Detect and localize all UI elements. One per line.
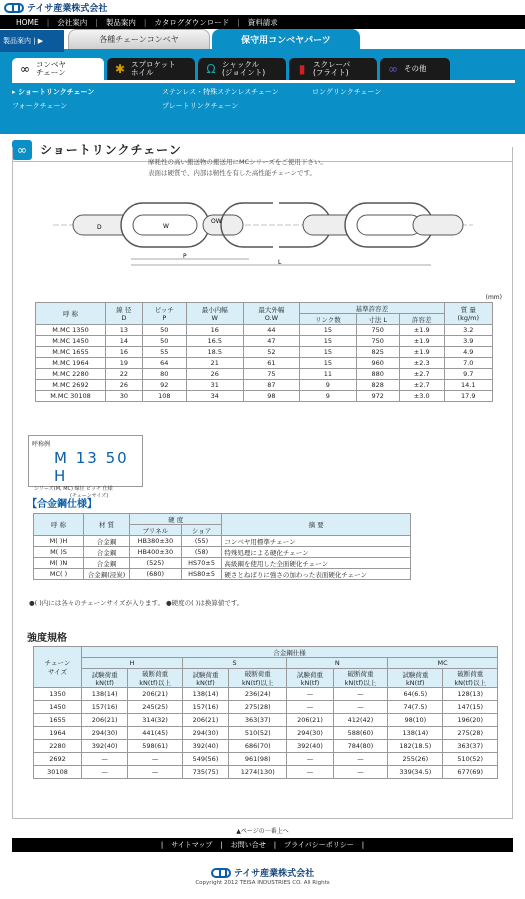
- chain-icon: ∞: [12, 140, 32, 160]
- strength-title: 強度規格: [27, 633, 67, 644]
- category-navigation: [0, 52, 525, 134]
- example-code: M 13 50 H: [54, 449, 129, 485]
- footer-links: | サイトマップ | お問い合せ | プライバシーポリシー |: [12, 838, 513, 852]
- sublink-fork[interactable]: フォークチェーン: [12, 102, 68, 110]
- chain-icon: ∞: [20, 62, 30, 76]
- strength-table: チェーン サイズ 合金鋼仕様 H S N MC 試験荷重 kN(tf) 破断荷重 kN(tf)以上 試験荷重 kN(tf) 破断荷重 kN(tf)以上 試験荷重 kN(tf) 破断荷重 kN(tf)以上 試験荷重 kN(tf) 破断荷重 kN(tf)以上 1350 138(14) 206(21) 138(14) 236(24) — — 64(6.5) 128(13) 1450 157(16) 245(25) 157(16) 275(28) — — 74(7.5) 147(15) 1655 206(21) 314(32) 206(21) 363(37) 206(21) 412(42) 98(10) 196(20) 1964 294(30) 441(45) 294(30) 510(52) 294(30) 588(60) 138(14) 275(28) 2280 392(40) 598(61) 392(40) 686(70) 392(40) 784(80) 182(18.5) 363(37) 2692 — — 549(56) 961(98) — — 255(26) 510(52) 30108 — — 735(75) 1274(130) — — 339(34.5) 677(69): [33, 646, 498, 779]
- page-title: ショートリンクチェーン: [40, 143, 182, 157]
- cat-shackle[interactable]: Ω シャックル (ジョイント): [198, 58, 286, 80]
- alloy-title: 【合金鋼仕様】: [27, 499, 97, 510]
- table-row: 1350 138(14) 206(21) 138(14) 236(24) — — 64(6.5) 128(13): [34, 688, 498, 701]
- cat-conveyor-chain[interactable]: ∞ コンベヤ チェーン: [12, 58, 104, 80]
- brand-mark-icon: [4, 3, 24, 13]
- table-row: M.MC 2280 22 80 26 75 11 880 ±2.7 9.7: [36, 369, 493, 380]
- sublink-long-link[interactable]: ロングリンクチェーン: [312, 88, 382, 96]
- nav-products[interactable]: 製品案内: [105, 17, 136, 27]
- table-row: 2692 — — 549(56) 961(98) — — 255(26) 510(52): [34, 753, 498, 766]
- table-row: M.MC 1655 16 55 18.5 52 15 825 ±1.9 4.9: [36, 347, 493, 358]
- diagram-label-ow: OW: [211, 218, 222, 225]
- table-row: 1655 206(21) 314(32) 206(21) 363(37) 206(21) 412(42) 98(10) 196(20): [34, 714, 498, 727]
- table-row: M.MC 30108 30 108 34 98 9 972 ±3.0 17.9: [36, 391, 493, 402]
- table-row: 1450 157(16) 245(25) 157(16) 275(28) — — 74(7.5) 147(15): [34, 701, 498, 714]
- sublink-short-link[interactable]: ▸ ショートリンクチェーン: [12, 88, 95, 96]
- table-row: M( )S 合金鋼 HB400±30 (58) 特殊処理による硬化チェーン: [34, 547, 411, 558]
- tab-chain-conveyors[interactable]: 各種チェーンコンベヤ: [68, 29, 210, 49]
- diagram-label-d: D: [97, 224, 102, 231]
- sublink-stainless[interactable]: ステンレス・特殊ステンレスチェーン: [162, 88, 279, 96]
- nav-home[interactable]: HOME: [16, 17, 39, 27]
- table-row: M.MC 1350 13 50 16 44 15 750 ±1.9 3.2: [36, 325, 493, 336]
- chain-icon: ∞: [388, 62, 398, 76]
- table-row: M( )N 合金鋼 (525) HS70±5 高級鋼を使用した全面硬化チェーン: [34, 558, 411, 569]
- unit-label: (mm): [485, 294, 502, 301]
- nav-request[interactable]: 資料請求: [247, 17, 278, 27]
- top-navigation: HOME | 会社案内 | 製品案内 | カタログダウンロード | 資料請求: [0, 15, 525, 29]
- cat-scraper[interactable]: ▮ スクレーパ (フライト): [289, 58, 377, 80]
- footer-sitemap[interactable]: サイトマップ: [171, 841, 213, 849]
- diagram-label-w: W: [163, 223, 169, 230]
- nav-company[interactable]: 会社案内: [57, 17, 88, 27]
- alloy-table: 呼 称 材 質 硬 度 摘 要 ブリネル ショア M( )H 合金鋼 HB380±30 (55) コンベヤ用標準チェーン M( )S 合金鋼 HB400±30 (58) 特殊処理による硬化チェーン M( )N 合金鋼 (525) HS70±5 高級鋼を使用した全面硬化チェーン MC( ) 合金鋼(浸炭) (680) HS80±5 硬さとねばりに強さの加わった表面硬化チェーン: [33, 513, 411, 580]
- nav-catalog[interactable]: カタログダウンロード: [154, 17, 230, 27]
- brand-mark-icon: [211, 868, 231, 878]
- back-to-top-link[interactable]: ▲ページの一番上へ: [236, 828, 289, 835]
- header-logo[interactable]: [0, 0, 525, 15]
- table-row: M.MC 1450 14 50 16.5 47 15 750 ±1.9 3.9: [36, 336, 493, 347]
- sublink-plate-link[interactable]: プレートリンクチェーン: [162, 102, 239, 110]
- intro-text: 摩耗性の高い搬送物の搬送用にMCシリーズをご使用下さい。 表面は硬質で、内部は靭性を有した高性能チェーンです。: [148, 158, 327, 177]
- products-label: 製品案内 | ▶: [0, 30, 64, 52]
- copyright: Copyright 2012 TEISA INDUSTRIES CO. All Rights: [195, 880, 330, 886]
- brand-name: テイサ産業株式会社: [27, 4, 108, 14]
- table-row: 1964 294(30) 441(45) 294(30) 510(52) 294(30) 588(60) 138(14) 275(28): [34, 727, 498, 740]
- diagram-label-p: P: [183, 253, 187, 260]
- cat-sprocket[interactable]: ✱ スプロケット ホイル: [107, 58, 195, 80]
- alloy-note: ●( )内には各々のチェーンサイズが入ります。 ●硬度の( )は換算値です。: [29, 599, 244, 607]
- dimension-table: 呼 称 線 径 D ピッチ P 最小内幅 W 最大外幅 O.W 基準許容差 質 量 (kg/m) リンク数 寸法 L 許容差 M.MC 1350 13 50 16 44 15 750 ±1.9 3.2 M.MC 1450 14 50 16.5 47 15 750 ±1.9 3.9 M.MC 1655 16 55 18.5 52 15 825 ±1.9 4.9 M.MC 1964 19 64 21 61 15 960 ±2.3 7.0 M.MC 2280 22 80 26 75 11 880 ±2.7 9.7 M.MC 2692 26 92 31 87 9 828 ±2.7 14.1 M.MC 30108 30 108 34 98 9 972 ±3.0 17.9: [35, 302, 493, 402]
- table-row: M.MC 2692 26 92 31 87 9 828 ±2.7 14.1: [36, 380, 493, 391]
- table-row: MC( ) 合金鋼(浸炭) (680) HS80±5 硬さとねばりに強さの加わった表面硬化チェーン: [34, 569, 411, 580]
- scraper-icon: ▮: [298, 62, 306, 76]
- cat-other[interactable]: ∞ その他: [380, 58, 450, 80]
- chain-diagram: [53, 185, 473, 267]
- table-row: 2280 392(40) 598(61) 392(40) 686(70) 392(40) 784(80) 182(18.5) 363(37): [34, 740, 498, 753]
- gear-icon: ✱: [114, 62, 126, 76]
- table-row: M( )H 合金鋼 HB380±30 (55) コンベヤ用標準チェーン: [34, 536, 411, 547]
- footer-logo: テイサ産業株式会社: [0, 866, 525, 879]
- shackle-icon: Ω: [206, 62, 216, 76]
- diagram-label-l: L: [278, 259, 282, 266]
- content-panel: [12, 147, 513, 819]
- table-row: 30108 — — 735(75) 1274(130) — — 339(34.5) 677(69): [34, 766, 498, 779]
- footer-privacy[interactable]: プライバシーポリシー: [284, 841, 354, 849]
- footer-contact[interactable]: お問い合せ: [230, 841, 266, 849]
- product-navigation: [0, 30, 525, 52]
- tab-conveyor-parts[interactable]: 保守用コンベヤパーツ: [212, 29, 360, 49]
- naming-example: 呼称例 M 13 50 H シリーズ(M, MC) 線径 ピッチ 仕様 (チェーンサイズ): [28, 435, 143, 487]
- table-row: M.MC 1964 19 64 21 61 15 960 ±2.3 7.0: [36, 358, 493, 369]
